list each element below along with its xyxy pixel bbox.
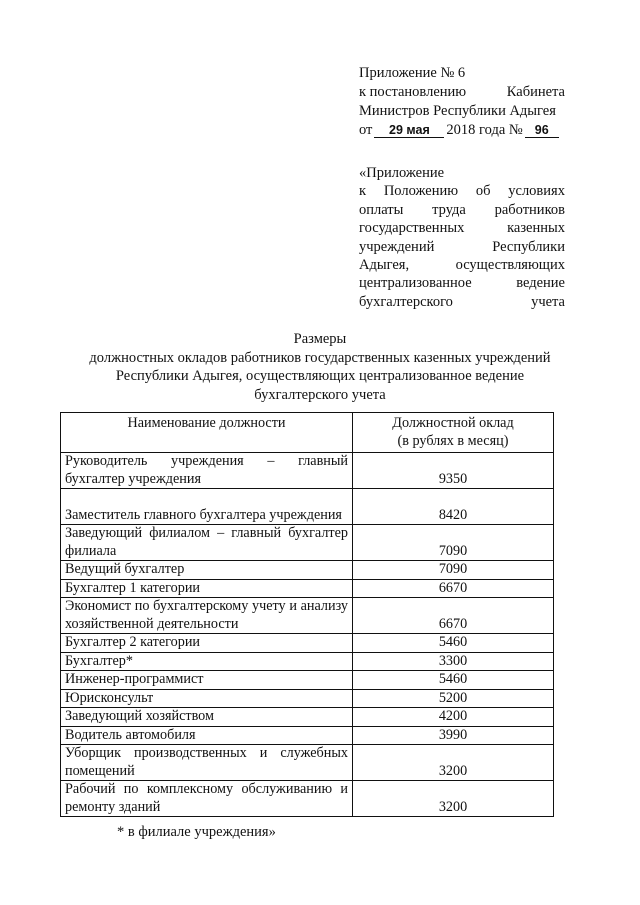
salary-cell: 4200 bbox=[353, 708, 554, 727]
table-row bbox=[61, 726, 554, 745]
position-cell: Уборщик производственных и служебных помещений bbox=[61, 745, 353, 781]
salary-table bbox=[60, 412, 554, 817]
position-cell: Ведущий бухгалтер bbox=[61, 561, 353, 580]
quote-word: осуществляющих bbox=[455, 257, 565, 274]
table-row bbox=[61, 453, 554, 489]
header-salary-line-1: Должностной оклад bbox=[392, 415, 514, 431]
table-row bbox=[61, 708, 554, 727]
quote-word: Адыгея, bbox=[359, 257, 410, 274]
quote-line-7 bbox=[359, 274, 565, 292]
from-label: от bbox=[359, 122, 373, 138]
quote-word: учета bbox=[531, 293, 565, 310]
quote-line-6 bbox=[359, 256, 565, 274]
appendix-date-line bbox=[359, 121, 565, 140]
appendix-ministers-label: Министров Республики Адыгея bbox=[359, 103, 556, 119]
table-row bbox=[61, 634, 554, 653]
position-cell: Экономист по бухгалтерскому учету и анализу хозяйственной деятельности bbox=[61, 598, 353, 634]
position-cell: Бухгалтер* bbox=[61, 652, 353, 671]
salary-cell: 3200 bbox=[353, 745, 554, 781]
header-salary-line-2: (в рублях в месяц) bbox=[397, 432, 509, 449]
salary-cell: 9350 bbox=[353, 453, 554, 489]
table-row bbox=[61, 781, 554, 817]
position-cell: Заведующий филиалом – главный бухгалтер филиала bbox=[61, 525, 353, 561]
salary-cell: 3200 bbox=[353, 781, 554, 817]
number-stamp: 96 bbox=[525, 123, 559, 138]
quote-word: труда bbox=[432, 201, 466, 218]
salary-cell: 5200 bbox=[353, 689, 554, 708]
table-row bbox=[61, 652, 554, 671]
heading-line-1: Размеры bbox=[293, 331, 347, 347]
position-cell: Водитель автомобиля bbox=[61, 726, 353, 745]
quote-word: централизованное bbox=[359, 275, 472, 292]
salary-cell: 3300 bbox=[353, 652, 554, 671]
quote-word: оплаты bbox=[359, 201, 404, 218]
position-cell: Бухгалтер 2 категории bbox=[61, 634, 353, 653]
position-cell: Руководитель учреждения – главный бухгалтер учреждения bbox=[61, 453, 353, 489]
appendix-title: Приложение № 6 bbox=[359, 65, 466, 81]
quote-word: бухгалтерского bbox=[359, 293, 453, 310]
position-cell: Заведующий хозяйством bbox=[61, 708, 353, 727]
table-row bbox=[61, 561, 554, 580]
table-row bbox=[61, 598, 554, 634]
document-heading bbox=[60, 330, 580, 404]
quote-word: казенных bbox=[507, 220, 565, 237]
quote-line-1: «Приложение bbox=[359, 165, 445, 181]
appendix-cabinet-label: Кабинета bbox=[506, 84, 565, 100]
quote-line-5 bbox=[359, 238, 565, 256]
salary-cell: 5460 bbox=[353, 671, 554, 690]
table-row bbox=[61, 579, 554, 598]
quote-line-8 bbox=[359, 293, 565, 311]
salary-cell: 8420 bbox=[353, 489, 554, 525]
heading-line-2: должностных окладов работников государственных казенных учреждений bbox=[89, 349, 551, 366]
header-salary bbox=[353, 413, 554, 453]
header-position: Наименование должности bbox=[61, 413, 353, 453]
table-row bbox=[61, 745, 554, 781]
quote-word: ведение bbox=[516, 275, 565, 292]
table-row bbox=[61, 525, 554, 561]
quote-word: работников bbox=[494, 201, 565, 218]
quote-word: Положению bbox=[383, 183, 459, 200]
salary-cell: 3990 bbox=[353, 726, 554, 745]
position-cell: Юрисконсульт bbox=[61, 689, 353, 708]
quote-word: условиях bbox=[508, 183, 565, 200]
salary-cell: 7090 bbox=[353, 525, 554, 561]
position-cell: Бухгалтер 1 категории bbox=[61, 579, 353, 598]
salary-cell: 7090 bbox=[353, 561, 554, 580]
quote-word: учреждений bbox=[359, 238, 435, 255]
table-header-row bbox=[61, 413, 554, 453]
quote-line-3 bbox=[359, 201, 565, 219]
salary-cell: 6670 bbox=[353, 598, 554, 634]
quote-word: об bbox=[475, 183, 491, 200]
quote-word: Республики bbox=[492, 238, 565, 255]
position-cell: Инженер-программист bbox=[61, 671, 353, 690]
appendix-resolution-label: к постановлению bbox=[359, 84, 467, 100]
year-label: 2018 года № bbox=[446, 122, 523, 138]
table-row bbox=[61, 489, 554, 525]
salary-cell: 6670 bbox=[353, 579, 554, 598]
heading-line-4: бухгалтерского учета bbox=[254, 386, 386, 403]
footnote: * в филиале учреждения» bbox=[117, 824, 276, 840]
date-stamp: 29 мая bbox=[374, 123, 444, 138]
regulation-reference bbox=[359, 164, 565, 311]
position-cell: Рабочий по комплексному обслуживанию и ремонту зданий bbox=[61, 781, 353, 817]
table-row bbox=[61, 671, 554, 690]
position-cell: Заместитель главного бухгалтера учреждения bbox=[61, 489, 353, 525]
appendix-block bbox=[359, 64, 565, 140]
quote-line-2 bbox=[359, 182, 565, 200]
salary-cell: 5460 bbox=[353, 634, 554, 653]
quote-word: к bbox=[359, 183, 367, 200]
quote-line-4 bbox=[359, 219, 565, 237]
quote-word: государственных bbox=[359, 220, 465, 237]
table-row bbox=[61, 689, 554, 708]
heading-line-3: Республики Адыгея, осуществляющих централизованное ведение bbox=[115, 368, 525, 384]
